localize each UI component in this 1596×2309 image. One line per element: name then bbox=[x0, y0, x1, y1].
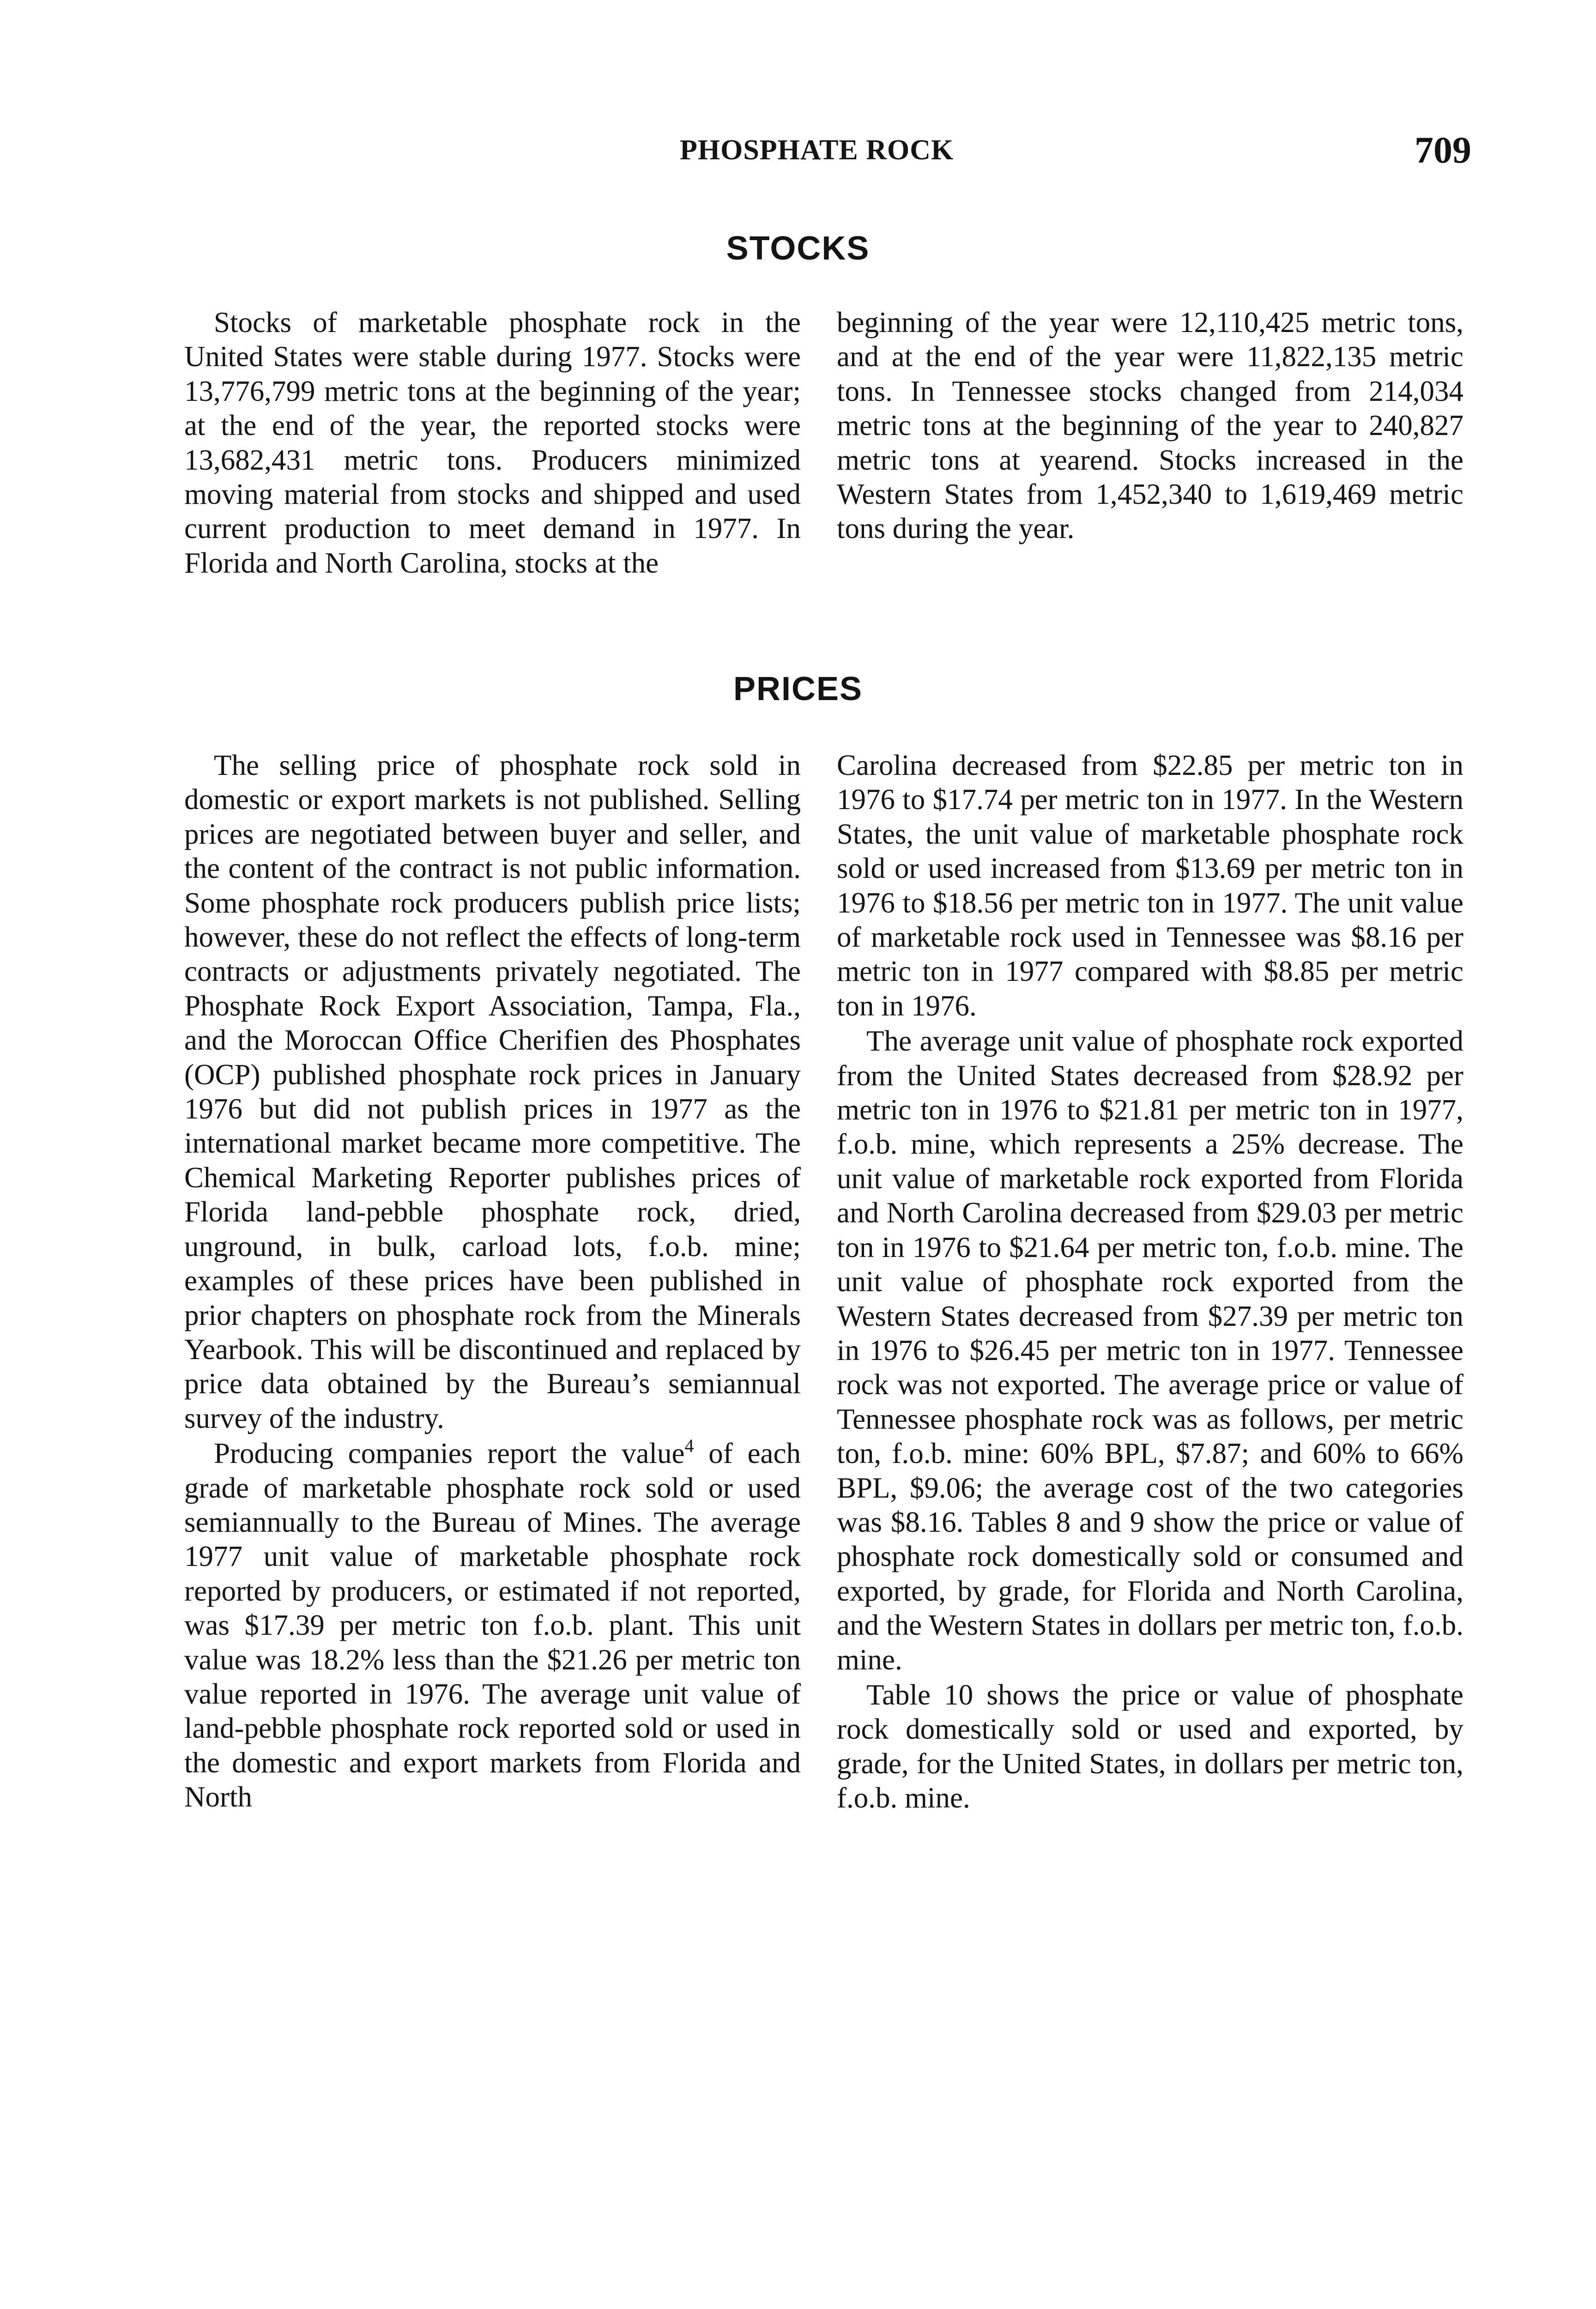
stocks-right-column bbox=[837, 305, 1463, 546]
prices-paragraph-2-body: of each grade of marketable phosphate rock sold or used semiannually to the Bureau of Mines. The average 1977 unit value of marketable phosphate rock reported by producers, or estimated if not reported, was $17.39 per metric ton f.o.b. plant. This unit value was 18.2% less than the $21.26 per metric ton value reported in 1976. The average unit value of land-pebble phosphate rock reported sold or used in the domestic and export markets from Florida and North bbox=[184, 1437, 801, 1813]
prices-heading: PRICES bbox=[733, 671, 863, 707]
prices-paragraph-2-continued: Carolina decreased from $22.85 per metric ton in 1976 to $17.74 per metric ton in 1977. In the Western States, the unit value of marketable phosphate rock sold or used increased from $13.69 per metric ton in 1976 to $18.56 per metric ton in 1977. The unit value of marketable rock used in Tennessee was $8.16 per metric ton in 1977 compared with $8.85 per metric ton in 1976. bbox=[837, 749, 1463, 1022]
prices-paragraph-1: The selling price of phosphate rock sold in domestic or export markets is not published. Selling prices are negotiated between buyer and seller, and the content of the contract is not public information. Some phosphate rock producers publish price lists; however, these do not reflect the effects of long-term contracts or adjustments privately negotiated. The Phosphate Rock Export Association, Tampa, Fla., and the Moroccan Office Cherifien des Phosphates (OCP) published phosphate rock prices in January 1976 but did not publish prices in 1977 as the international market became more competitive. The Chemical Marketing Reporter publishes prices of Florida land-pebble phosphate rock, dried, unground, in bulk, carload lots, f.o.b. mine; examples of these prices have been published in prior chapters on phosphate rock from the Minerals Yearbook. This will be discontinued and replaced by price data obtained by the Bureau’s semiannual survey of the industry. bbox=[184, 749, 801, 1434]
prices-paragraph-3: The average unit value of phosphate rock exported from the United States decreased from $28.92 per metric ton in 1976 to $21.81 per metric ton in 1977, f.o.b. mine, which represents a 25% decrease. The unit value of marketable rock exported from Florida and North Carolina decreased from $29.03 per metric ton in 1976 to $21.64 per metric ton, f.o.b. mine. The unit value of phosphate rock exported from the Western States decreased from $27.39 per metric ton in 1976 to $26.45 per metric ton in 1977. Tennessee rock was not exported. The average price or value of Tennessee phosphate rock was as follows, per metric ton, f.o.b. mine: 60% BPL, $7.87; and 60% to 66% BPL, $9.06; the average cost of the two categories was $8.16. Tables 8 and 9 show the price or value of phosphate rock domestically sold or consumed and exported, by grade, for Florida and North Carolina, and the Western States in dollars per metric ton, f.o.b. mine. bbox=[837, 1025, 1463, 1676]
prices-paragraph-2-lead: Producing companies report the value bbox=[214, 1437, 685, 1470]
stocks-paragraph-1: Stocks of marketable phosphate rock in the United States were stable during 1977. Stocks were 13,776,799 metric tons at the beginning of the year; at the end of the year, the reported stocks were 13,682,431 metric tons. Producers minimized moving material from stocks and shipped and used current production to meet demand in 1977. In Florida and North Carolina, stocks at the bbox=[184, 306, 801, 579]
running-head: PHOSPHATE ROCK bbox=[680, 134, 954, 166]
footnote-reference-4: 4 bbox=[684, 1435, 694, 1457]
prices-left-column bbox=[184, 748, 801, 1814]
prices-right-column bbox=[837, 748, 1463, 1815]
stocks-paragraph-1-continued: beginning of the year were 12,110,425 metric tons, and at the end of the year were 11,822,135 metric tons. In Tennessee stocks changed from 214,034 metric tons at the beginning of the year to 240,827 metric tons at yearend. Stocks increased in the Western States from 1,452,340 to 1,619,469 metric tons during the year. bbox=[837, 306, 1463, 545]
stocks-heading: STOCKS bbox=[726, 230, 870, 267]
prices-paragraph-4: Table 10 shows the price or value of phosphate rock domestically sold or used and exported, by grade, for the United States, in dollars per metric ton, f.o.b. mine. bbox=[837, 1678, 1463, 1814]
stocks-left-column bbox=[184, 305, 801, 580]
prices-paragraph-2 bbox=[184, 1436, 801, 1814]
page-number: 709 bbox=[1415, 129, 1471, 171]
